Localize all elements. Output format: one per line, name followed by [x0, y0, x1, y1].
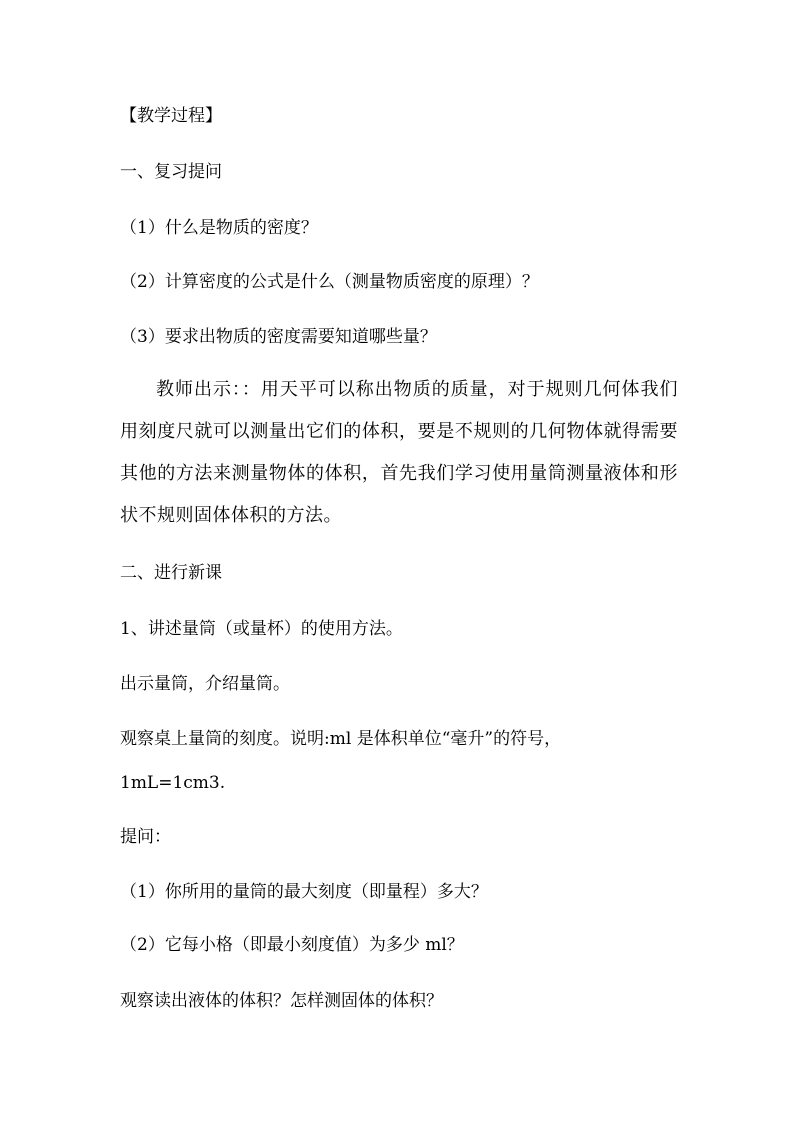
part2-title: 二、进行新课 [120, 563, 222, 583]
ask-question-1: （1）你所用的量筒的最大刻度（即量程）多大？ [120, 882, 488, 902]
ask-label: 提问： [120, 827, 171, 847]
ask-question-2: （2）它每小格（即最小刻度值）为多少 ml？ [120, 935, 464, 955]
part1-title: 一、复习提问 [120, 162, 222, 182]
review-question-1: （1）什么是物质的密度？ [120, 218, 318, 238]
observe-scale-line1: 观察桌上量筒的刻度。说明:ml 是体积单位“毫升”的符号， [120, 729, 562, 749]
show-cylinder-text: 出示量筒，介绍量筒。 [120, 674, 290, 694]
teacher-paragraph: 教师出示：：用天平可以称出物质的质量，对于规则几何体我们用刻度尺就可以测量出它们的体积，要是不规则的几何物体就得需要其他的方法来测量物体的体积，首先我们学习使用量筒测量液体和形状不规则固体体积的方法。 [120, 379, 678, 526]
review-question-3: （3）要求出物质的密度需要知道哪些量？ [120, 327, 437, 347]
review-question-2: （2）计算密度的公式是什么（测量物质密度的原理）？ [120, 272, 539, 292]
step1-text: 1、讲述量筒（或量杯）的使用方法。 [120, 619, 403, 639]
observe-scale-line2: 1mL=1cm3. [120, 773, 226, 793]
section-heading: 【教学过程】 [120, 106, 222, 126]
final-line: 观察读出液体的体积？怎样测固体的体积？ [120, 991, 443, 1011]
